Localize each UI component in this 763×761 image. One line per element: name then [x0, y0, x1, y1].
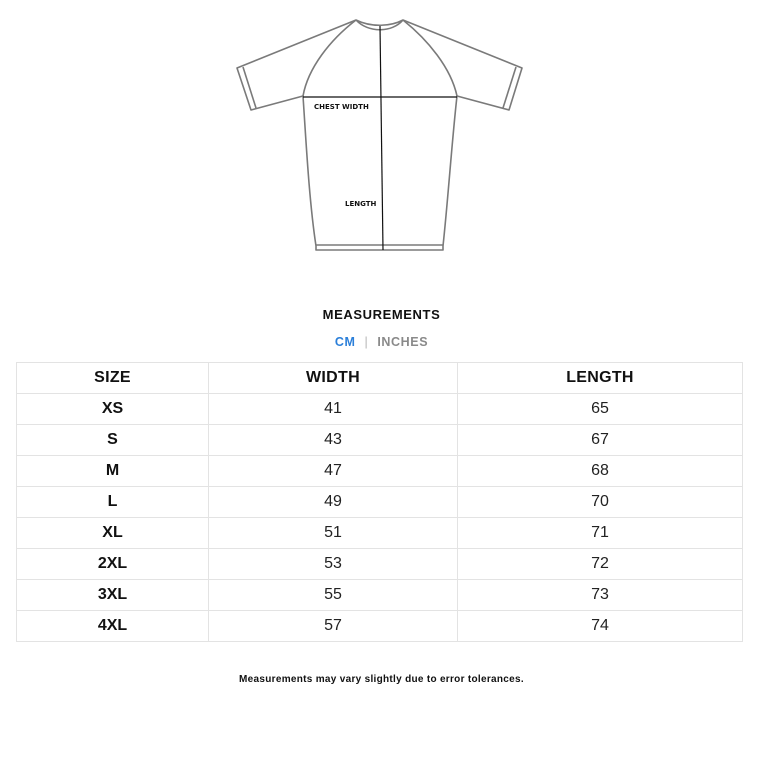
cell-length: 65: [458, 394, 743, 425]
table-row: [17, 518, 743, 549]
unit-toggle: [0, 335, 763, 349]
length-line: [380, 26, 383, 250]
cell-width: 41: [209, 394, 458, 425]
length-label: LENGTH: [345, 200, 377, 208]
cell-length: 73: [458, 580, 743, 611]
jersey-diagram-icon: [0, 0, 763, 270]
cell-length: 67: [458, 425, 743, 456]
measurements-title: MEASUREMENTS: [322, 307, 441, 322]
cell-width: 57: [209, 611, 458, 642]
cell-size: XS: [17, 394, 209, 425]
cell-length: 74: [458, 611, 743, 642]
cell-width: 53: [209, 549, 458, 580]
cell-width: 49: [209, 487, 458, 518]
unit-cm-tab[interactable]: CM: [334, 335, 356, 349]
table-row: [17, 549, 743, 580]
cell-size: L: [17, 487, 209, 518]
cell-width: 55: [209, 580, 458, 611]
cell-width: 43: [209, 425, 458, 456]
cell-length: 70: [458, 487, 743, 518]
cell-width: 47: [209, 456, 458, 487]
header-size: SIZE: [17, 363, 209, 394]
jersey-diagram: [0, 0, 763, 270]
cell-width: 51: [209, 518, 458, 549]
table-header-row: [17, 363, 743, 394]
table-row: [17, 456, 743, 487]
table-row: [17, 611, 743, 642]
cell-size: 3XL: [17, 580, 209, 611]
cell-length: 68: [458, 456, 743, 487]
cell-size: S: [17, 425, 209, 456]
cell-size: XL: [17, 518, 209, 549]
table-row: [17, 425, 743, 456]
table-row: [17, 580, 743, 611]
header-length: LENGTH: [458, 363, 743, 394]
unit-separator: |: [364, 335, 369, 349]
tolerance-note: Measurements may vary slightly due to error tolerances.: [239, 674, 524, 685]
cell-size: M: [17, 456, 209, 487]
unit-inches-tab[interactable]: INCHES: [377, 335, 429, 349]
cell-size: 4XL: [17, 611, 209, 642]
chest-width-label: CHEST WIDTH: [314, 103, 369, 111]
table-row: [17, 394, 743, 425]
size-chart-table: [16, 362, 743, 642]
header-width: WIDTH: [209, 363, 458, 394]
table-row: [17, 487, 743, 518]
cell-length: 72: [458, 549, 743, 580]
cell-size: 2XL: [17, 549, 209, 580]
cell-length: 71: [458, 518, 743, 549]
